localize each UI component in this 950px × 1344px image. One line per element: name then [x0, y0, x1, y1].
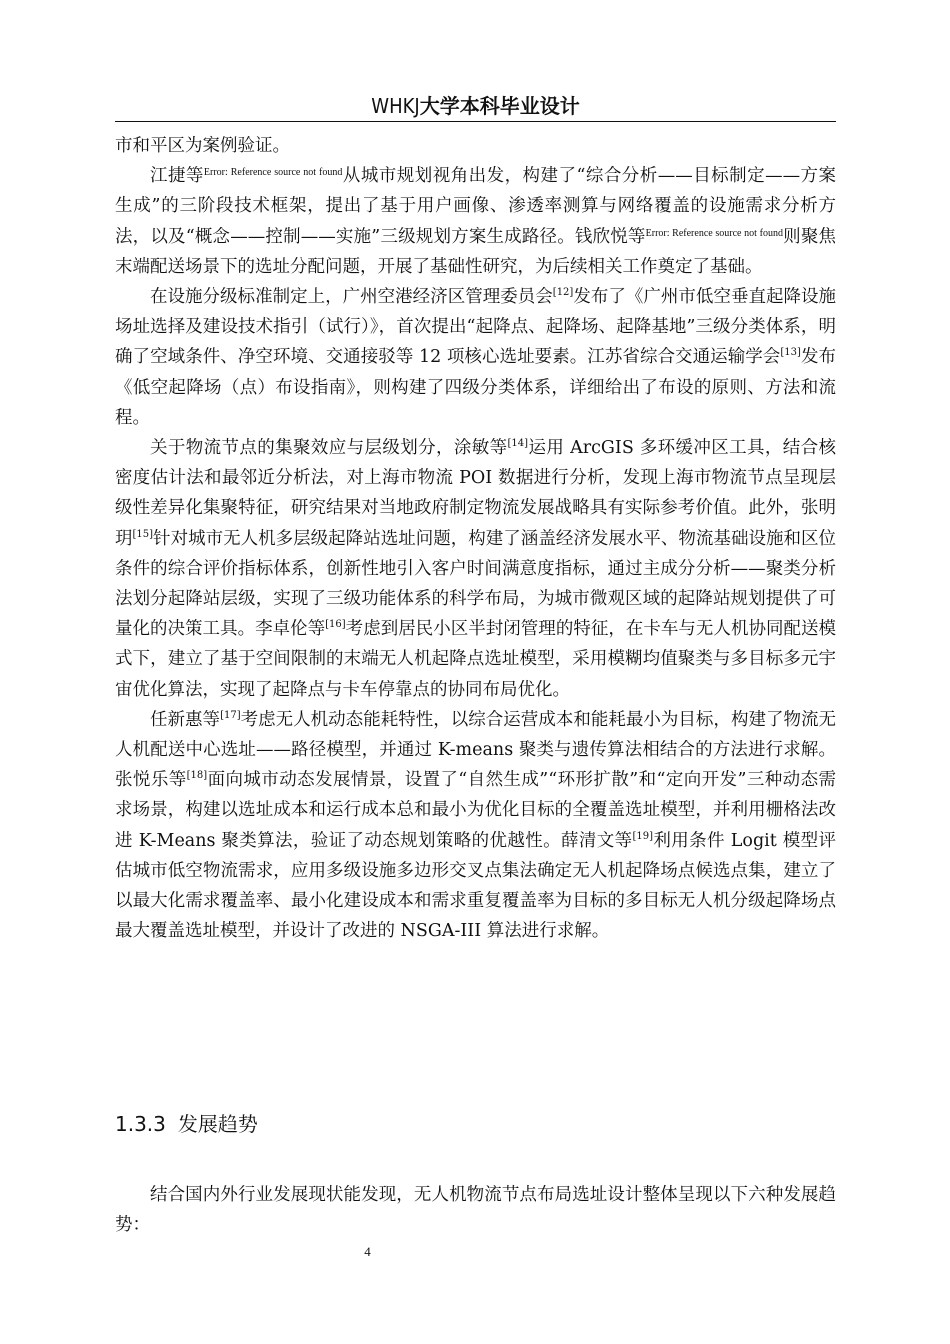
paragraph-0 — [115, 131, 836, 161]
citation-15: [15] — [132, 528, 154, 540]
paragraph-4-text-1: 任新惠等 — [150, 709, 221, 730]
paragraph-3-text-2: 运用 ArcGIS 多环缓冲区工具，结合核密度估计法和最邻近分析法，对上海市物流 POI 数据进行分析，发现上海市物流节点呈现层级性差异化集聚特征，研究结果对当地政府制定物流发展战略具有实际参考价值。此外，张明玥 — [115, 438, 837, 549]
section-number: 1.3.3 — [115, 1112, 166, 1136]
paragraph-2-text-2: 发布了《广州市低空垂直起降设施场址选择及建设技术指引（试行）》，首次提出“起降点、起降场、起降基地”三级分类体系，明确了空域条件、净空环境、交通接驳等 12 项核心选址要素。江苏省综合交通运输学会 — [115, 287, 837, 368]
citation-18: [18] — [186, 770, 208, 782]
page-number: 4 — [364, 1244, 371, 1259]
paragraph-3-text-3: 针对城市无人机多层级起降站选址问题，构建了涵盖经济发展水平、物流基础设施和区位条件的综合评价指标体系，创新性地引入客户时间满意度指标，通过主成分分析——聚类分析法划分起降站层级，实现了三级功能体系的科学布局，为城市微观区域的起降站规划提供了可量化的决策工具。李卓伦等 — [115, 528, 837, 640]
header-latin: WHKJ — [371, 94, 420, 118]
paragraph-3 — [115, 433, 836, 705]
header-title: 大学本科毕业设计 — [419, 94, 580, 118]
paragraph-0-text: 市和平区为案例验证。 — [115, 136, 290, 156]
citation-19: [19] — [632, 830, 654, 842]
paragraph-2 — [115, 282, 836, 433]
paragraph-1-text-1: 江捷等 — [150, 166, 204, 187]
paragraph-4-text-3: 面向城市动态发展情景，设置了“自然生成”“环形扩散”和“定向开发”三种动态需求场景，构建以选址成本和运行成本总和最小为优化目标的全覆盖选址模型，并利用栅格法改进 K-Means 聚类算法，验证了动态规划策略的优越性。薛清文等 — [115, 770, 836, 851]
paragraph-4 — [115, 705, 836, 947]
citation-12: [12] — [552, 287, 574, 299]
citation-16: [16] — [325, 619, 346, 631]
page-header — [115, 91, 836, 121]
section-title: 发展趋势 — [177, 1112, 258, 1136]
paragraph-4-text-2: 考虑无人机动态能耗特性，以综合运营成本和能耗最小为目标，构建了物流无人机配送中心选址——路径模型，并通过 K-means 聚类与遗传算法相结合的方法进行求解。张悦乐等 — [115, 709, 837, 791]
paragraph-1-text-3: 则聚焦末端配送场景下的选址分配问题，开展了基础性研究，为后续相关工作奠定了基础。 — [115, 226, 836, 277]
paragraph-3-text-4: 考虑到居民小区半封闭管理的特征，在卡车与无人机协同配送模式下，建立了基于空间限制的末端无人机起降点选址模型，采用模糊均值聚类与多目标多元宇宙优化算法，实现了起降点与卡车停靠点的协同布局优化。 — [115, 619, 836, 700]
paragraph-2-text-1: 在设施分级标准制定上，广州空港经济区管理委员会 — [150, 287, 553, 308]
citation-17: [17] — [220, 710, 241, 722]
paragraph-2-text-3: 发布《低空起降场（点）布设指南》，则构建了四级分类体系，详细给出了布设的原则、方法和流程。 — [115, 347, 836, 428]
section-heading — [115, 1109, 258, 1139]
paragraph-1-text-2: 从城市规划视角出发，构建了“综合分析——目标制定——方案生成”的三阶段技术框架，提出了基于用户画像、渗透率测算与网络覆盖的设施需求分析方法，以及“概念——控制——实施”三级规划方案生成路径。钱欣悦等 — [115, 166, 836, 247]
body-text-after-heading — [115, 1180, 836, 1240]
paragraph-5: 结合国内外行业发展现状能发现，无人机物流节点布局选址设计整体呈现以下六种发展趋势： — [115, 1185, 836, 1236]
paragraph-4-text-4: 利用条件 Logit 模型评估城市低空物流需求，应用多级设施多边形交叉点集法确定无人机起降场点候选点集，建立了以最大化需求覆盖率、最小化建设成本和需求重复覆盖率为目标的多目标无人机分级起降场点最大覆盖选址模型，并设计了改进的 NSGA-III 算法进行求解。 — [115, 830, 836, 942]
body-text — [115, 131, 836, 946]
reference-error-2: Error: Reference source not found — [645, 227, 783, 239]
paragraph-1 — [115, 161, 836, 282]
paragraph-3-text-1: 关于物流节点的集聚效应与层级划分，涂敏等 — [150, 438, 508, 459]
citation-13: [13] — [780, 347, 801, 359]
reference-error-1: Error: Reference source not found — [203, 167, 343, 179]
citation-14: [14] — [507, 438, 529, 450]
header-rule — [115, 121, 836, 122]
